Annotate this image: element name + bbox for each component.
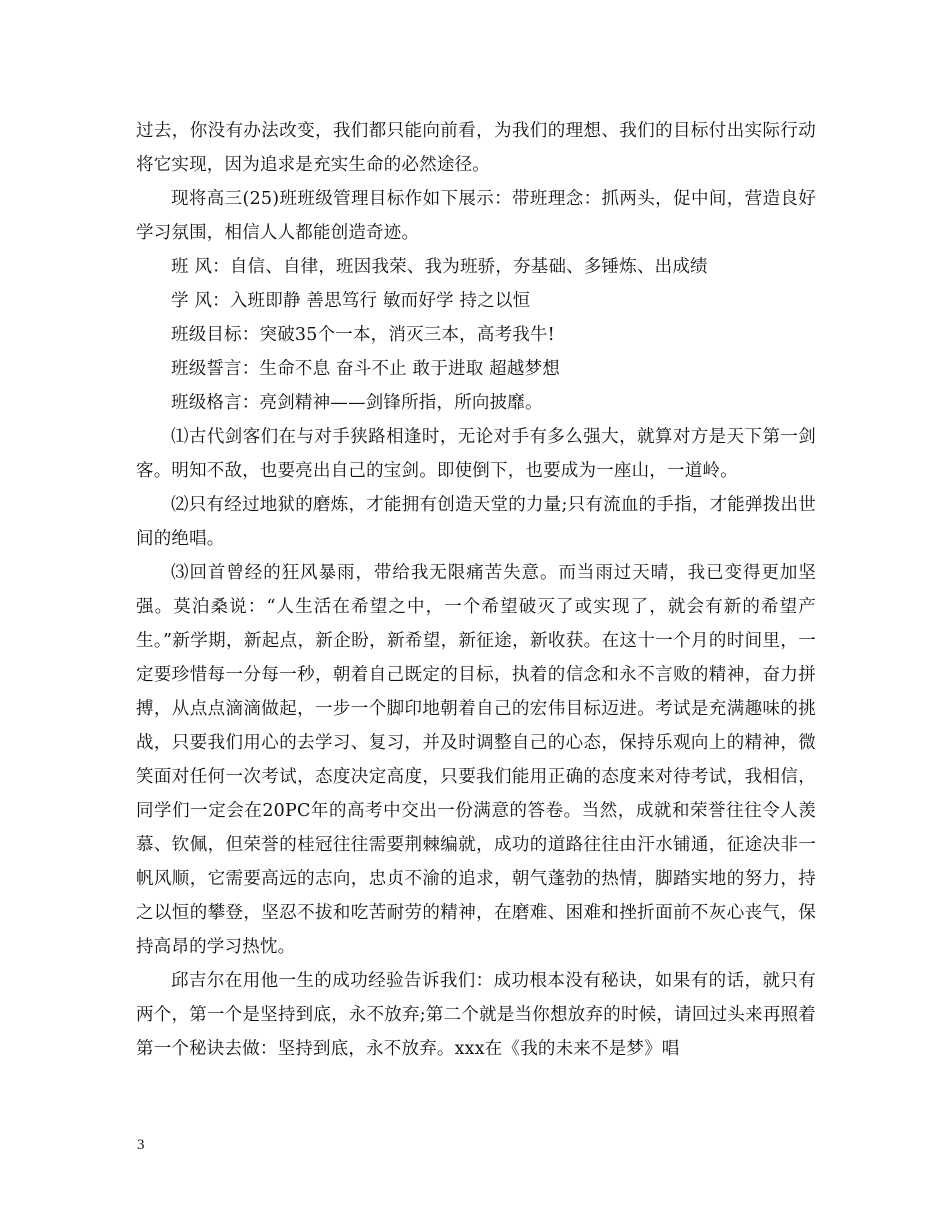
- paragraph-class-goal: 班级目标：突破35个一本，消灭三本，高考我牛!: [171, 325, 555, 345]
- paragraph-class-oath: 班级誓言：生命不息 奋斗不止 敢于进取 超越梦想: [171, 359, 560, 379]
- paragraph-motto-item-2: ⑵只有经过地狱的磨炼，才能拥有创造天堂的力量;只有流血的手指，才能弹拨出世间的绝唱。: [136, 495, 816, 549]
- paragraph-motto-item-1: ⑴古代剑客们在与对手狭路相逢时，无论对手有多么强大，就算对方是天下第一剑客。明知不敌，也要亮出自己的宝剑。即使倒下，也要成为一座山，一道岭。: [136, 427, 816, 481]
- body-text: [136, 114, 816, 1066]
- paragraph-study-style: 学 风：入班即静 善思笃行 敏而好学 持之以恒: [171, 291, 531, 311]
- paragraph-class-motto: 班级格言：亮剑精神——剑锋所指，所向披靡。: [171, 393, 543, 413]
- paragraph-class-intro: 现将高三(25)班班级管理目标作如下展示：带班理念：抓两头，促中间，营造良好学习氛围，相信人人都能创造奇迹。: [136, 189, 816, 243]
- paragraph-continuation: 过去，你没有办法改变，我们都只能向前看，为我们的理想、我们的目标付出实际行动将它实现，因为追求是充实生命的必然途径。: [136, 121, 816, 175]
- paragraph-class-style: 班 风：自信、自律，班因我荣、我为班骄，夯基础、多锤炼、出成绩: [171, 257, 708, 277]
- paragraph-motto-item-3: ⑶回首曾经的狂风暴雨，带给我无限痛苦失意。而当雨过天晴，我已变得更加坚强。莫泊桑说：“人生活在希望之中，一个希望破灭了或实现了，就会有新的希望产生。”新学期，新起点，新企盼，新希望，新征途，新收获。在这十一个月的时间里，一定要珍惜每一分每一秒，朝着自己既定的目标，执着的信念和永不言败的精神，奋力拼搏，从点点滴滴做起，一步一个脚印地朝着自己的宏伟目标迈进。考试是充满趣味的挑战，只要我们用心的去学习、复习，并及时调整自己的心态，保持乐观向上的精神，微笑面对任何一次考试，态度决定高度，只要我们能用正确的态度来对待考试，我相信，同学们一定会在20PC年的高考中交出一份满意的答卷。当然，成就和荣誉往往令人羡慕、钦佩，但荣誉的桂冠往往需要荆棘编就，成功的道路往往由汗水铺通，征途决非一帆风顺，它需要高远的志向，忠贞不渝的追求，朝气蓬勃的热情，脚踏实地的努力，持之以恒的攀登，坚忍不拔和吃苦耐劳的精神，在磨难、困难和挫折面前不灰心丧气，保持高昂的学习热忱。: [136, 563, 816, 957]
- paragraph-churchill: 邱吉尔在用他一生的成功经验告诉我们：成功根本没有秘诀，如果有的话，就只有两个，第一个是坚持到底，永不放弃;第二个就是当你想放弃的时候，请回过头来再照着第一个秘诀去做：坚持到底，永不放弃。xxx在《我的未来不是梦》唱: [136, 971, 816, 1059]
- page-number: 3: [137, 1137, 145, 1153]
